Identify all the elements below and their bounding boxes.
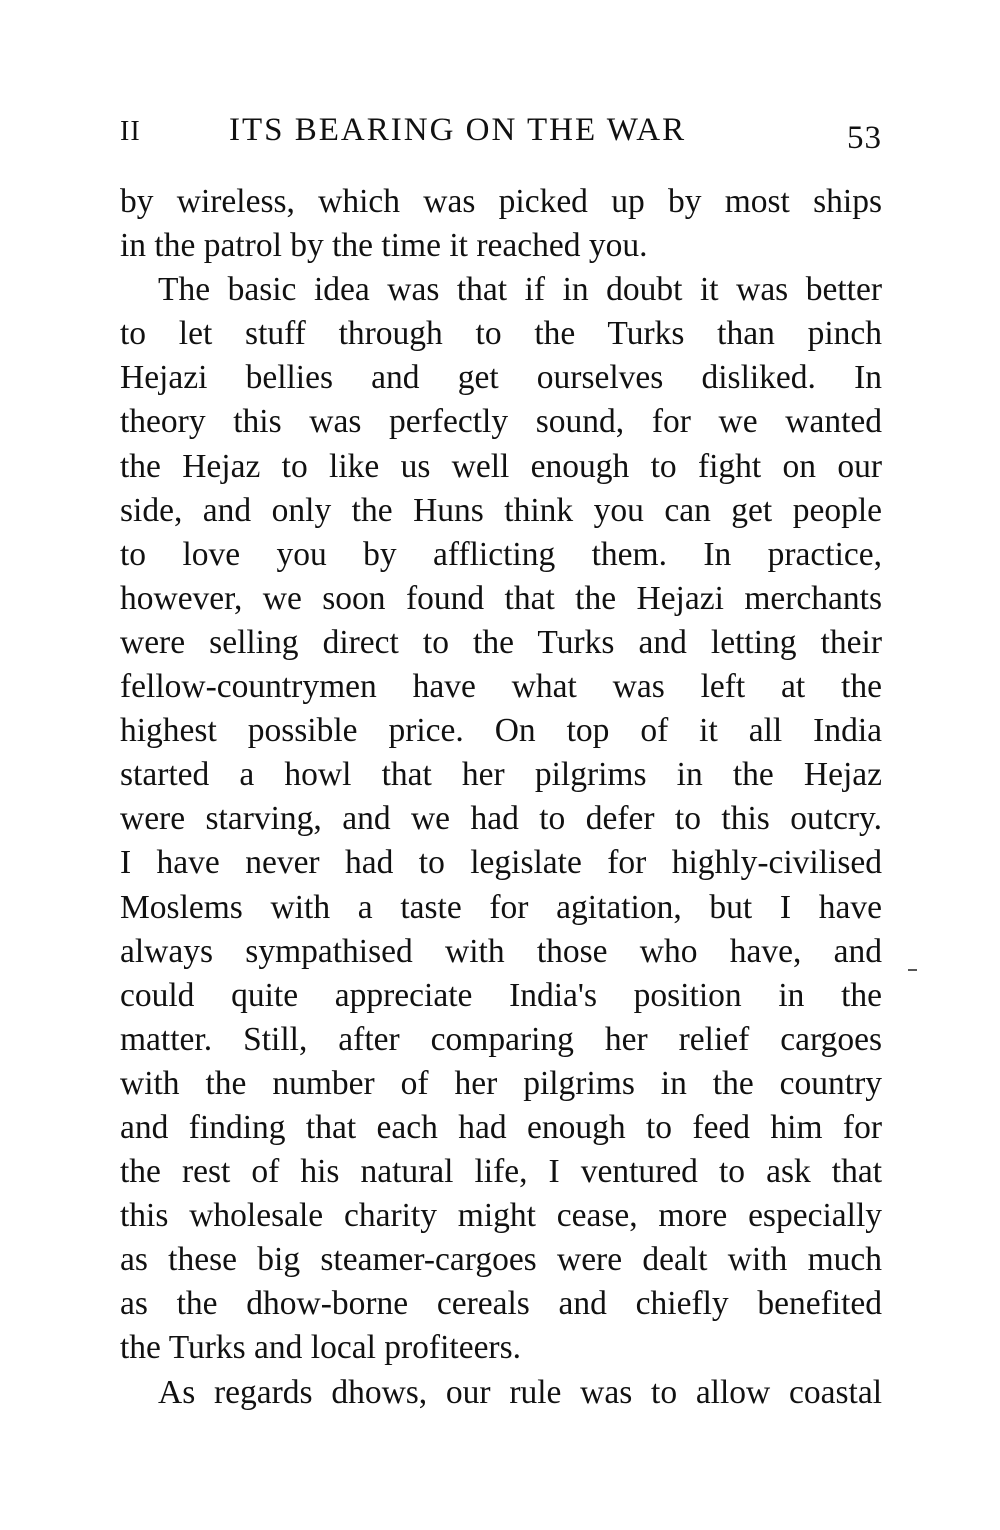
text-line: could quite appreciate India's position in the <box>120 976 882 1014</box>
chapter-numeral: II <box>120 116 141 147</box>
text-line: theory this was perfectly sound, for we wanted <box>120 403 882 441</box>
text-line: as these big steamer-cargoes were dealt with much <box>120 1241 882 1279</box>
text-line: I have never had to legislate for highly-civilised <box>120 844 882 882</box>
text-line: started a howl that her pilgrims in the Hejaz <box>120 756 882 794</box>
text-line: this wholesale charity might cease, more especially <box>120 1197 882 1235</box>
text-line: the Turks and local profiteers. <box>120 1329 522 1367</box>
text-line: to let stuff through to the Turks than pinch <box>120 315 882 353</box>
text-line: the Hejaz to like us well enough to fight on our <box>120 447 882 485</box>
text-line: in the patrol by the time it reached you. <box>120 227 648 265</box>
text-line: Hejazi bellies and get ourselves disliked. In <box>120 359 882 397</box>
text-line: with the number of her pilgrims in the country <box>120 1064 882 1102</box>
paragraph-basic-idea <box>120 268 882 1370</box>
text-line: the rest of his natural life, I ventured to ask that <box>120 1153 882 1191</box>
text-line: Moslems with a taste for agitation, but I have <box>120 888 882 926</box>
text-line: side, and only the Huns think you can get people <box>120 491 882 529</box>
text-line: as the dhow-borne cereals and chiefly benefited <box>120 1285 882 1323</box>
text-line: matter. Still, after comparing her relief cargoes <box>120 1020 882 1058</box>
text-line: by wireless, which was picked up by most ships <box>120 183 882 220</box>
paragraph-dhows <box>120 1371 882 1415</box>
text-line: highest possible price. On top of it all India <box>120 712 882 750</box>
text-line: As regards dhows, our rule was to allow coastal <box>158 1373 882 1411</box>
running-head <box>120 112 882 160</box>
body-text <box>120 180 882 1415</box>
text-line: to love you by afflicting them. In practice, <box>120 535 882 573</box>
text-line: were selling direct to the Turks and letting their <box>120 623 882 661</box>
running-title: ITS BEARING ON THE WAR <box>229 112 687 148</box>
paragraph-continued <box>120 180 882 268</box>
text-line: fellow-countrymen have what was left at the <box>120 668 882 706</box>
page-number: 53 <box>847 120 882 156</box>
text-line: were starving, and we had to defer to this outcry. <box>120 800 882 838</box>
text-line: always sympathised with those who have, and <box>120 932 882 970</box>
margin-mark <box>908 969 917 971</box>
text-line: and finding that each had enough to feed him for <box>120 1108 882 1146</box>
text-line: however, we soon found that the Hejazi merchants <box>120 579 882 617</box>
text-line: The basic idea was that if in doubt it was better <box>158 271 882 309</box>
